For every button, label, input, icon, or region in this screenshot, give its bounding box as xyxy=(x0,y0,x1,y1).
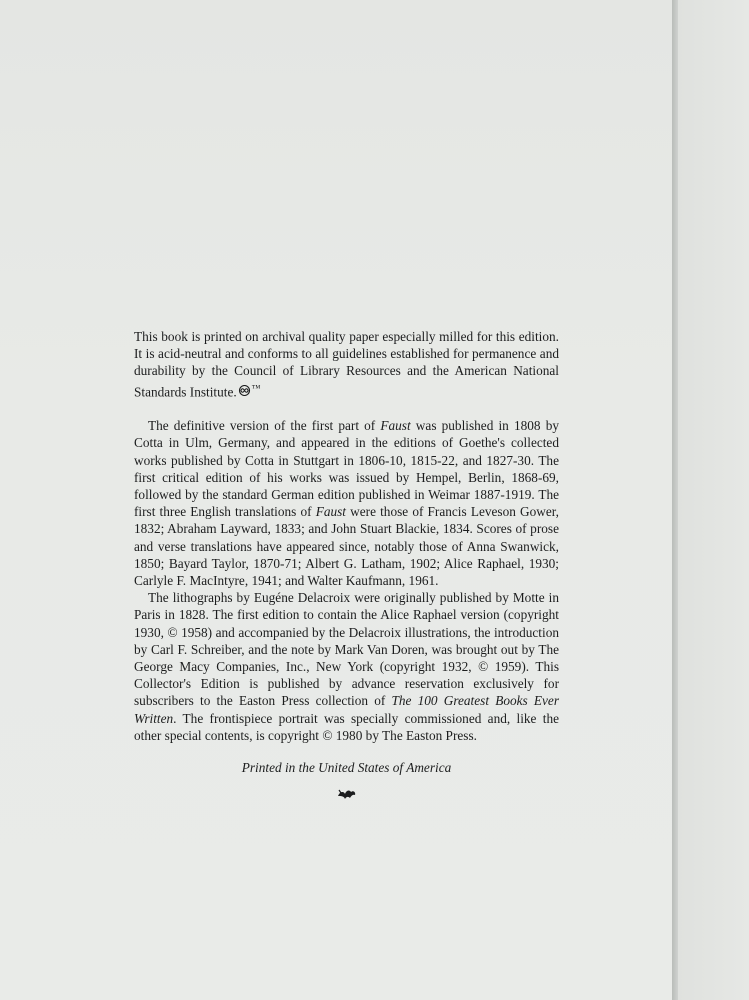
lithographs-text-1: The lithographs by Eugéne Delacroix were originally published by Motte in Paris in 1828. The first edition to contain the Alice Raphael version (copyright 1930, © 1958) and accompanied by the Delacroix illustrations, the introduction by Carl F. Schreiber, and the note by Mark Van Doren, was brought out by The George Macy Companies, Inc., New York (copyright 1932, © 1959). This Collector's Edition is published by advance reservation exclusively for subscribers to the Easton Press collection of xyxy=(134,590,559,709)
faust-title-2: Faust xyxy=(315,504,346,520)
copyright-text-block xyxy=(134,328,559,802)
history-text-3: were those of Francis Leveson Gower, 1832; Abraham Layward, 1833; and John Stuart Blackie, 1834. Scores of prose and verse translations have appeared since, notably those of Anna Swanwick, 1850; Bayard Taylor, 1870-71; Albert G. Latham, 1902; Alice Raphael, 1930; Carlyle F. MacIntyre, 1941; and Walter Kaufmann, 1961. xyxy=(134,504,559,589)
infinity-paper-icon xyxy=(237,383,252,400)
trademark-symbol: ™ xyxy=(251,382,261,393)
paper-note-paragraph xyxy=(134,328,559,400)
paper-note-text: This book is printed on archival quality paper especially milled for this edition. It is acid-neutral and conforms to all guidelines established for permanence and durability by the Council of Library Resources and the American National Standards Institute. xyxy=(134,329,559,400)
history-text-2: was published in 1808 by Cotta in Ulm, Germany, and appeared in the editions of Goethe's collected works published by Cotta in Stuttgart in 1806-10, 1815-22, and 1827-30. The first critical edition of his works was issued by Hempel, Berlin, 1868-69, followed by the standard German edition published in Weimar 1887-1919. The first three English translations of xyxy=(134,418,559,520)
edition-history-paragraph xyxy=(134,417,559,589)
history-text-1: The definitive version of the first part of xyxy=(148,418,381,434)
faust-title-1: Faust xyxy=(380,418,411,434)
lithographs-paragraph xyxy=(134,589,559,744)
printed-in-line: Printed in the United States of America xyxy=(241,760,452,776)
fleuron-icon xyxy=(134,786,559,802)
right-page-sliver xyxy=(678,0,749,1000)
lithographs-text-2: . The frontispiece portrait was specially commissioned and, like the other special contents, is copyright © 1980 by The Easton Press. xyxy=(134,710,559,743)
collection-title: The 100 Greatest Books Ever Written xyxy=(134,693,559,726)
